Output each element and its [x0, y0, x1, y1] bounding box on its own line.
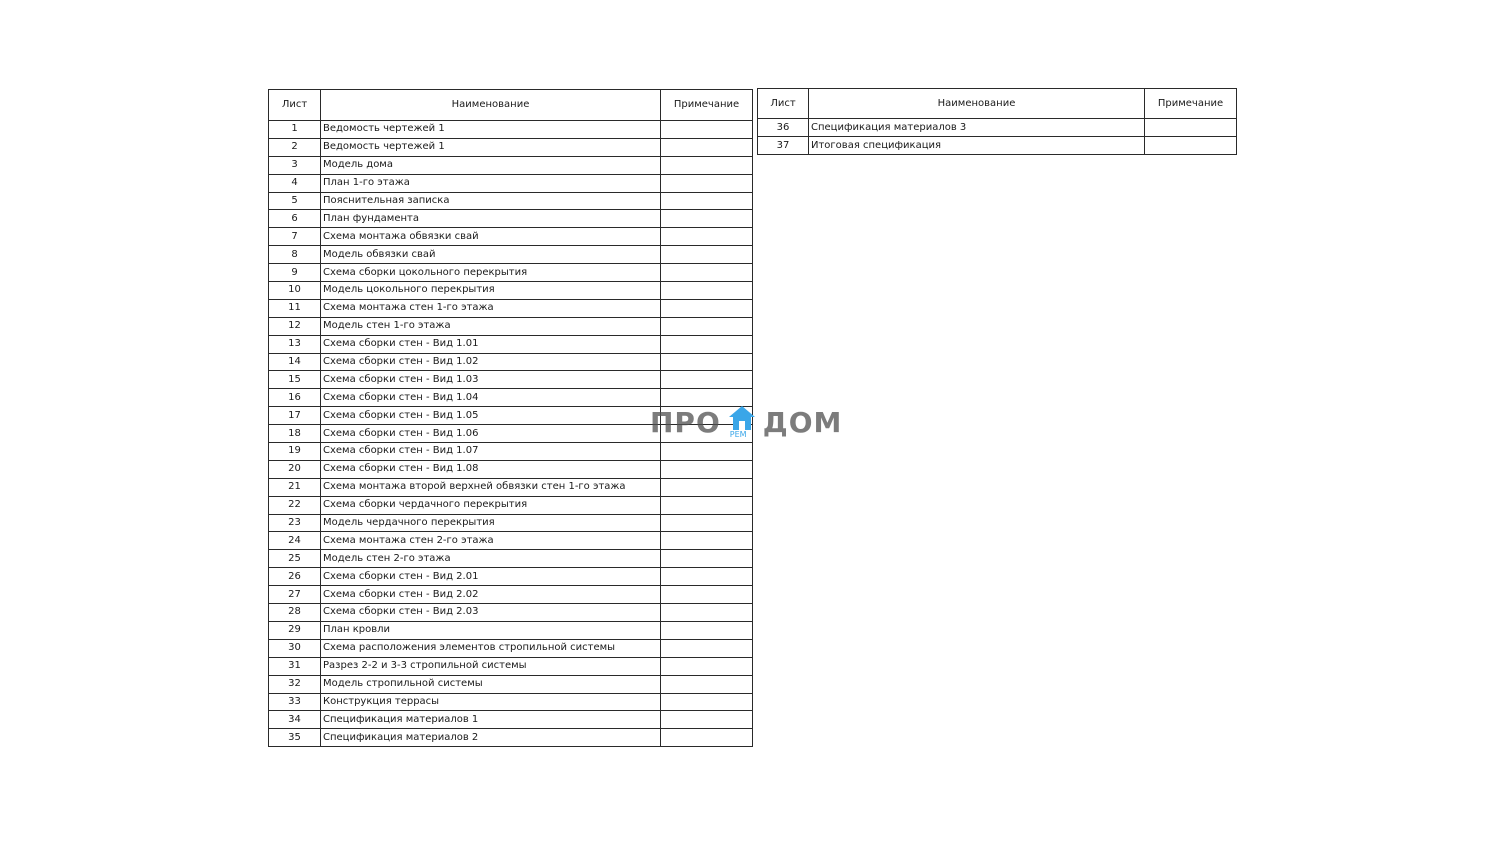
sheet-note-cell	[661, 657, 753, 675]
table-row	[269, 729, 753, 747]
sheet-name-cell: Схема расположения элементов стропильной системы	[321, 639, 661, 657]
sheet-number-cell: 37	[758, 137, 809, 155]
table-row	[269, 711, 753, 729]
sheet-number-cell: 33	[269, 693, 321, 711]
sheet-note-cell	[661, 138, 753, 156]
sheet-number-cell: 19	[269, 443, 321, 461]
sheet-note-cell	[661, 532, 753, 550]
sheet-number-cell: 34	[269, 711, 321, 729]
table-row	[269, 478, 753, 496]
table-header-row	[758, 89, 1237, 119]
sheet-name-cell: Спецификация материалов 2	[321, 729, 661, 747]
sheet-note-cell	[661, 371, 753, 389]
table-row	[269, 657, 753, 675]
table-row	[269, 299, 753, 317]
sheet-name-cell: Схема сборки стен - Вид 1.08	[321, 460, 661, 478]
sheet-number-cell: 35	[269, 729, 321, 747]
sheet-name-cell: Ведомость чертежей 1	[321, 138, 661, 156]
sheet-number-cell: 23	[269, 514, 321, 532]
sheet-number-cell: 11	[269, 299, 321, 317]
sheet-number-cell: 10	[269, 282, 321, 300]
table-row	[269, 443, 753, 461]
sheet-name-cell: План кровли	[321, 621, 661, 639]
sheet-name-cell: Схема сборки стен - Вид 2.01	[321, 568, 661, 586]
sheet-name-cell: Схема сборки стен - Вид 1.07	[321, 443, 661, 461]
table-row	[269, 532, 753, 550]
sheet-name-cell: Пояснительная записка	[321, 192, 661, 210]
table-row	[269, 353, 753, 371]
table-row	[269, 138, 753, 156]
table-row	[269, 317, 753, 335]
sheet-name-cell: Ведомость чертежей 1	[321, 121, 661, 139]
sheet-note-cell	[661, 604, 753, 622]
sheet-note-cell	[661, 156, 753, 174]
sheet-number-cell: 25	[269, 550, 321, 568]
sheet-number-cell: 8	[269, 246, 321, 264]
watermark-logo	[650, 400, 850, 444]
sheet-number-cell: 4	[269, 174, 321, 192]
table-row	[269, 228, 753, 246]
table-row	[269, 586, 753, 604]
sheet-note-cell	[661, 282, 753, 300]
drawings-register-table-right	[757, 88, 1237, 155]
table-row	[269, 335, 753, 353]
sheet-number-cell: 6	[269, 210, 321, 228]
sheet-name-cell: Схема сборки стен - Вид 1.04	[321, 389, 661, 407]
watermark-text-right: ДОМ	[762, 405, 843, 439]
sheet-name-cell: Модель стен 1-го этажа	[321, 317, 661, 335]
header-note: Примечание	[1145, 89, 1237, 119]
sheet-note-cell	[661, 550, 753, 568]
table-row	[758, 119, 1237, 137]
sheet-number-cell: 12	[269, 317, 321, 335]
sheet-number-cell: 36	[758, 119, 809, 137]
house-icon	[727, 404, 757, 440]
table-row	[269, 621, 753, 639]
sheet-note-cell	[661, 496, 753, 514]
header-note: Примечание	[661, 90, 753, 121]
sheet-number-cell: 21	[269, 478, 321, 496]
sheet-name-cell: Модель стропильной системы	[321, 675, 661, 693]
table-row	[269, 639, 753, 657]
sheet-name-cell: Модель дома	[321, 156, 661, 174]
sheet-number-cell: 27	[269, 586, 321, 604]
sheet-number-cell: 26	[269, 568, 321, 586]
sheet-number-cell: 24	[269, 532, 321, 550]
sheet-name-cell: Модель чердачного перекрытия	[321, 514, 661, 532]
table-row	[269, 246, 753, 264]
header-name: Наименование	[321, 90, 661, 121]
sheet-number-cell: 15	[269, 371, 321, 389]
sheet-number-cell: 3	[269, 156, 321, 174]
sheet-number-cell: 9	[269, 264, 321, 282]
table-row	[269, 568, 753, 586]
table-row	[269, 156, 753, 174]
sheet-name-cell: Схема сборки стен - Вид 1.01	[321, 335, 661, 353]
sheet-name-cell: Конструкция террасы	[321, 693, 661, 711]
sheet-number-cell: 20	[269, 460, 321, 478]
sheet-note-cell	[661, 335, 753, 353]
watermark-small-text: РЕМ	[729, 430, 747, 439]
sheet-note-cell	[661, 586, 753, 604]
sheet-name-cell: Схема монтажа обвязки свай	[321, 228, 661, 246]
sheet-name-cell: Схема сборки стен - Вид 1.02	[321, 353, 661, 371]
sheet-number-cell: 1	[269, 121, 321, 139]
sheet-note-cell	[661, 210, 753, 228]
sheet-number-cell: 13	[269, 335, 321, 353]
sheet-note-cell	[661, 353, 753, 371]
table-row	[269, 210, 753, 228]
sheet-note-cell	[661, 121, 753, 139]
sheet-number-cell: 2	[269, 138, 321, 156]
sheet-name-cell: Схема сборки чердачного перекрытия	[321, 496, 661, 514]
sheet-note-cell	[661, 192, 753, 210]
sheet-number-cell: 17	[269, 407, 321, 425]
header-sheet: Лист	[269, 90, 321, 121]
sheet-note-cell	[661, 460, 753, 478]
sheet-name-cell: Спецификация материалов 1	[321, 711, 661, 729]
sheet-name-cell: Разрез 2-2 и 3-3 стропильной системы	[321, 657, 661, 675]
sheet-name-cell: Схема монтажа второй верхней обвязки стен 1-го этажа	[321, 478, 661, 496]
table-row	[269, 121, 753, 139]
sheet-number-cell: 30	[269, 639, 321, 657]
sheet-name-cell: Схема монтажа стен 2-го этажа	[321, 532, 661, 550]
table-row	[269, 675, 753, 693]
sheet-name-cell: Итоговая спецификация	[809, 137, 1145, 155]
sheet-note-cell	[661, 621, 753, 639]
table-row	[269, 174, 753, 192]
table-row	[269, 192, 753, 210]
header-name: Наименование	[809, 89, 1145, 119]
sheet-number-cell: 14	[269, 353, 321, 371]
table-row	[269, 514, 753, 532]
sheet-number-cell: 28	[269, 604, 321, 622]
table-row	[269, 496, 753, 514]
sheet-number-cell: 5	[269, 192, 321, 210]
sheet-note-cell	[661, 264, 753, 282]
table-row	[269, 282, 753, 300]
sheet-number-cell: 29	[269, 621, 321, 639]
sheet-name-cell: Схема монтажа стен 1-го этажа	[321, 299, 661, 317]
sheet-note-cell	[661, 675, 753, 693]
sheet-note-cell	[661, 299, 753, 317]
sheet-number-cell: 16	[269, 389, 321, 407]
sheet-note-cell	[1145, 137, 1237, 155]
sheet-name-cell: Схема сборки стен - Вид 1.03	[321, 371, 661, 389]
sheet-note-cell	[661, 246, 753, 264]
table-row	[758, 137, 1237, 155]
sheet-note-cell	[661, 174, 753, 192]
sheet-name-cell: Модель цокольного перекрытия	[321, 282, 661, 300]
table-row	[269, 264, 753, 282]
header-sheet: Лист	[758, 89, 809, 119]
sheet-note-cell	[1145, 119, 1237, 137]
sheet-name-cell: Схема сборки стен - Вид 1.05	[321, 407, 661, 425]
sheet-number-cell: 31	[269, 657, 321, 675]
sheet-number-cell: 18	[269, 425, 321, 443]
table-row	[269, 693, 753, 711]
sheet-note-cell	[661, 317, 753, 335]
sheet-name-cell: Схема сборки стен - Вид 2.02	[321, 586, 661, 604]
sheet-name-cell: План 1-го этажа	[321, 174, 661, 192]
sheet-note-cell	[661, 443, 753, 461]
sheet-number-cell: 32	[269, 675, 321, 693]
table-row	[269, 371, 753, 389]
sheet-name-cell: Спецификация материалов 3	[809, 119, 1145, 137]
sheet-name-cell: Модель стен 2-го этажа	[321, 550, 661, 568]
table-body	[758, 119, 1237, 155]
sheet-note-cell	[661, 514, 753, 532]
table-row	[269, 604, 753, 622]
table-header-row	[269, 90, 753, 121]
sheet-name-cell: Схема сборки стен - Вид 2.03	[321, 604, 661, 622]
table-row	[269, 550, 753, 568]
table-row	[269, 460, 753, 478]
sheet-note-cell	[661, 568, 753, 586]
sheet-note-cell	[661, 228, 753, 246]
sheet-name-cell: Схема сборки цокольного перекрытия	[321, 264, 661, 282]
sheet-name-cell: План фундамента	[321, 210, 661, 228]
sheet-name-cell: Модель обвязки свай	[321, 246, 661, 264]
sheet-note-cell	[661, 693, 753, 711]
sheet-note-cell	[661, 729, 753, 747]
sheet-note-cell	[661, 478, 753, 496]
watermark-text-left: ПРО	[650, 405, 721, 439]
sheet-name-cell: Схема сборки стен - Вид 1.06	[321, 425, 661, 443]
sheet-number-cell: 7	[269, 228, 321, 246]
sheet-number-cell: 22	[269, 496, 321, 514]
sheet-note-cell	[661, 639, 753, 657]
sheet-note-cell	[661, 711, 753, 729]
